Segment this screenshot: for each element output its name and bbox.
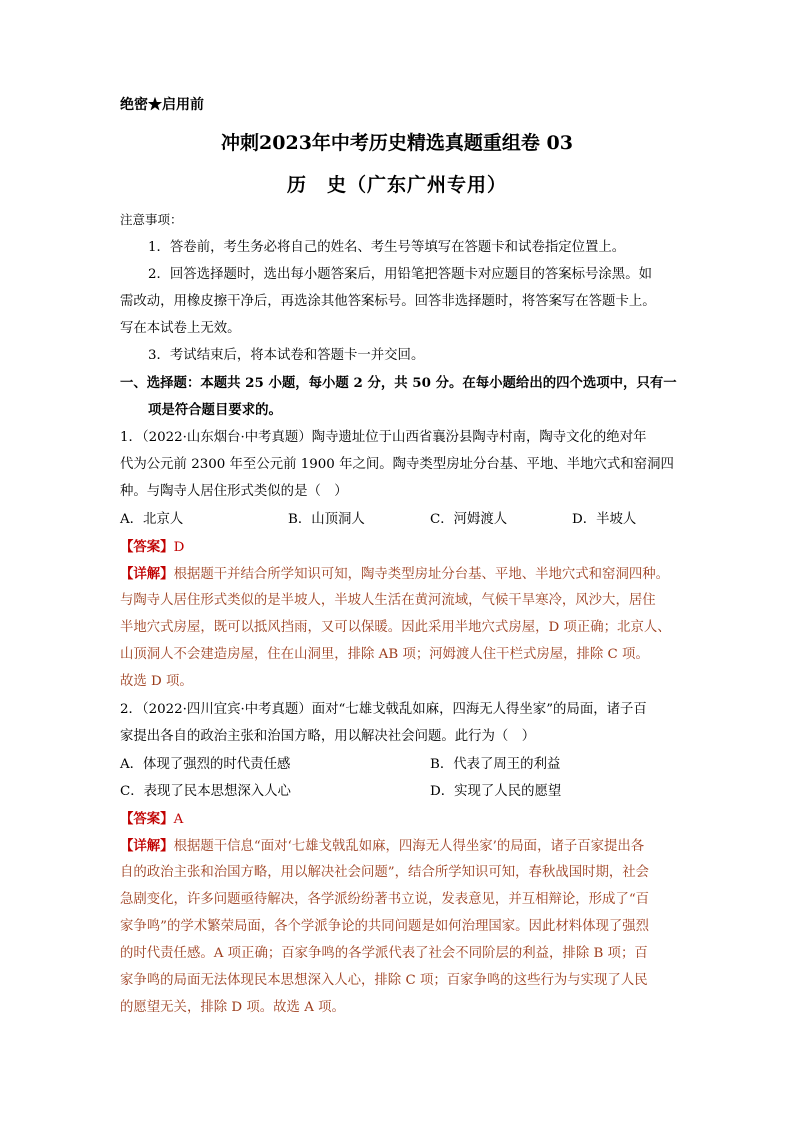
question-1-option-d: D．半坡人 xyxy=(572,512,637,527)
analysis-text: 根据题干并结合所学知识可知，陶寺类型房址分台基、平地、半地穴式和窑洞四种。 xyxy=(173,567,670,582)
analysis-text: 山顶洞人不会建造房屋，住在山洞里，排除 AB 项；河姆渡人住干栏式房屋，排除 C 项。 xyxy=(120,647,649,662)
question-1-option-a: A．北京人 xyxy=(120,512,184,527)
analysis-text: 根据题干信息“面对‘七雄戈戟乱如麻，四海无人得坐家’的局面，诸子百家提出各 xyxy=(173,839,645,854)
note-line: 写在本试卷上无效。 xyxy=(120,321,241,336)
analysis-tag: 【详解】 xyxy=(120,838,174,854)
question-2-option-d: D．实现了人民的愿望 xyxy=(430,784,562,799)
question-2-analysis xyxy=(120,836,644,857)
analysis-text: 的时代责任感。A 项正确；百家争鸣的各学派代表了社会不同阶层的利益，排除 B 项；百 xyxy=(120,946,648,961)
question-1-stem: 种。与陶寺人居住形式类似的是（ ） xyxy=(120,484,348,499)
answer-tag: 【答案】 xyxy=(120,811,174,827)
analysis-text: 自的政治主张和治国方略，用以解决社会问题”，结合所学知识可知，春秋战国时期，社会 xyxy=(120,865,650,880)
analysis-text: 半地穴式房屋，既可以抵风挡雨，又可以保暖。因此采用半地穴式房屋，D 项正确；北京人、 xyxy=(120,620,671,635)
question-1-answer xyxy=(120,537,184,558)
page-subtitle: 历 史（广东广州专用） xyxy=(286,174,507,196)
question-1-analysis xyxy=(120,564,669,585)
note-line: 1．答卷前，考生务必将自己的姓名、考生号等填写在答题卡和试卷指定位置上。 xyxy=(148,240,626,255)
secret-label: 绝密★启用前 xyxy=(120,97,204,113)
note-line: 2．回答选择题时，选出每小题答案后，用铅笔把答题卡对应题目的答案标号涂黑。如 xyxy=(148,267,652,282)
analysis-text: 与陶寺人居住形式类似的是半坡人，半坡人生活在黄河流域，气候干旱寒冷，风沙大，居住 xyxy=(120,593,656,608)
page-title: 冲刺2023年中考历史精选真题重组卷 03 xyxy=(221,132,573,154)
question-1-stem: 代为公元前 2300 年至公元前 1900 年之间。陶寺类型房址分台基、平地、半地穴式和窑洞四 xyxy=(120,457,674,472)
answer-value: A xyxy=(173,812,184,827)
question-2-option-b: B．代表了周王的利益 xyxy=(430,757,561,772)
note-line: 3．考试结束后，将本试卷和答题卡一并交回。 xyxy=(148,348,425,363)
question-1-stem: 1．（2022·山东烟台·中考真题）陶寺遗址位于山西省襄汾县陶寺村南，陶寺文化的绝对年 xyxy=(120,430,647,445)
question-2-stem: 2．（2022·四川宜宾·中考真题）面对“七雄戈戟乱如麻，四海无人得坐家”的局面，诸子百 xyxy=(120,702,647,717)
analysis-text: 家争鸣的局面无法体现民本思想深入人心，排除 C 项；百家争鸣的这些行为与实现了人民 xyxy=(120,973,648,988)
question-2-option-a: A．体现了强烈的时代责任感 xyxy=(120,757,291,772)
section-heading-cont: 项是符合题目要求的。 xyxy=(148,402,282,418)
section-heading: 一、选择题：本题共 25 小题，每小题 2 分，共 50 分。在每小题给出的四个选项中，只有一 xyxy=(120,375,677,391)
answer-value: D xyxy=(173,540,185,555)
analysis-text: 的愿望无关，排除 D 项。故选 A 项。 xyxy=(120,1000,345,1015)
question-2-stem: 家提出各自的政治主张和治国方略，用以解决社会问题。此行为（ ） xyxy=(120,729,536,744)
question-2-option-c: C．表现了民本思想深入人心 xyxy=(120,784,291,799)
note-line: 需改动，用橡皮擦干净后，再选涂其他答案标号。回答非选择题时，将答案写在答题卡上。 xyxy=(120,294,656,309)
question-1-option-c: C．河姆渡人 xyxy=(430,512,508,527)
analysis-text: 故选 D 项。 xyxy=(120,674,193,689)
analysis-tag: 【详解】 xyxy=(120,566,174,582)
answer-tag: 【答案】 xyxy=(120,539,174,555)
question-2-answer xyxy=(120,809,183,830)
analysis-text: 家争鸣”的学术繁荣局面，各个学派争论的共同问题是如何治理国家。因此材料体现了强烈 xyxy=(120,919,650,934)
notes-heading: 注意事项： xyxy=(120,212,183,227)
analysis-text: 急剧变化，许多问题亟待解决，各学派纷纷著书立说，发表意见，并互相辩论，形成了“百 xyxy=(120,892,650,907)
question-1-option-b: B．山顶洞人 xyxy=(288,512,365,527)
